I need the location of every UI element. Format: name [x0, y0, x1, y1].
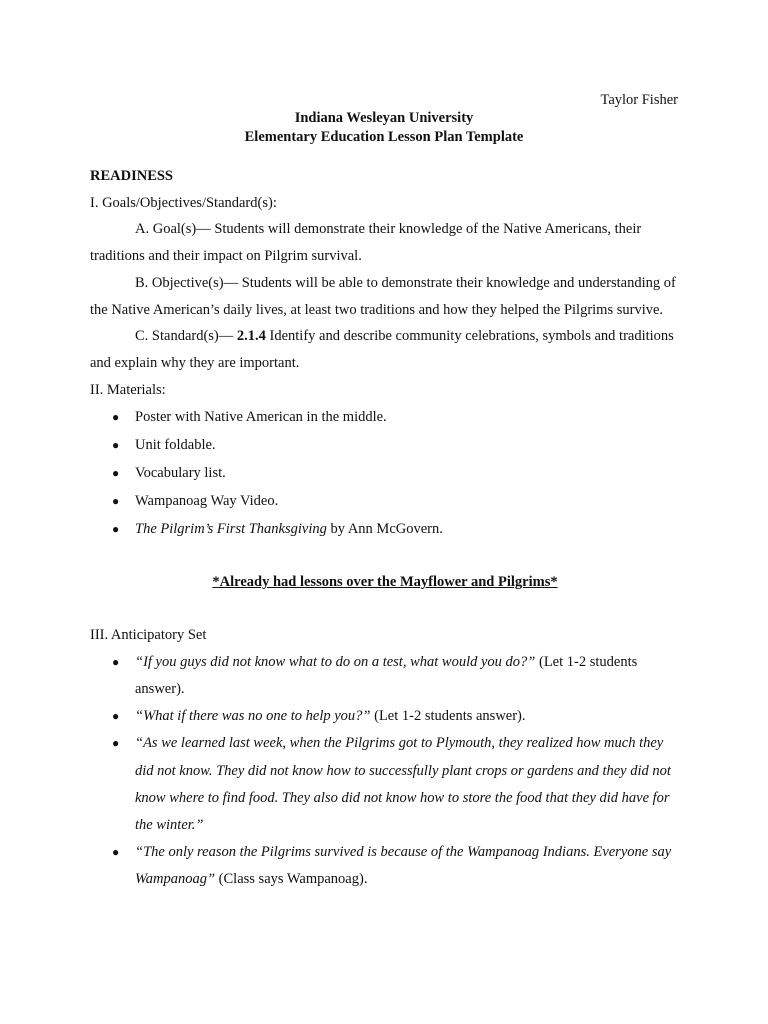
standard-code: 2.1.4 — [236, 328, 266, 345]
materials-list — [90, 403, 680, 543]
goal-paragraph — [90, 216, 680, 269]
standard-text: Identify and describe community celebrations, symbols and traditions and explain why they are important. — [90, 328, 674, 371]
list-item: ● Vocabulary list. — [90, 459, 680, 487]
bullet-dot-icon: ● — [112, 410, 120, 425]
book-author: by Ann McGovern. — [326, 521, 443, 538]
prior-lessons-note: *Already had lessons over the Mayflower and Pilgrims* — [212, 574, 558, 591]
objective-text: Students will be able to demonstrate their knowledge and understanding of the Native American’s daily lives, at least two traditions and how they helped the Pilgrims survive. — [90, 274, 676, 318]
standard-paragraph — [90, 323, 680, 376]
list-item: ● “If you guys did not know what to do on a test, what would you do?” (Let 1-2 students answer). — [90, 649, 680, 703]
objective-label: B. Objective(s)— — [135, 274, 239, 291]
goals-heading: I. Goals/Objectives/Standard(s): — [90, 194, 277, 211]
bullet-dot-icon: ● — [112, 654, 120, 669]
template-title: Elementary Education Lesson Plan Template — [244, 129, 524, 145]
goal-label: A. Goal(s)— — [135, 221, 211, 238]
list-item: ● Poster with Native American in the middle. — [90, 403, 680, 431]
list-item: ● Unit foldable. — [90, 431, 680, 459]
list-item: ● “What if there was no one to help you?” (Let 1-2 students answer). — [90, 703, 680, 730]
standard-label: C. Standard(s)— — [135, 328, 237, 345]
document-body — [90, 163, 680, 894]
bullet-dot-icon: ● — [112, 736, 120, 751]
materials-heading: II. Materials: — [90, 381, 166, 398]
objective-paragraph — [90, 270, 680, 323]
bullet-dot-icon: ● — [112, 494, 120, 509]
bullet-dot-icon: ● — [112, 845, 120, 860]
list-item: ● “The only reason the Pilgrims survived is because of the Wampanoag Indians. Everyone say Wampanoag” (Class says Wampanoag). — [90, 839, 680, 893]
university-title: Indiana Wesleyan University — [294, 110, 474, 126]
bullet-dot-icon: ● — [112, 466, 120, 481]
goal-text: Students will demonstrate their knowledge of the Native Americans, their traditions and their impact on Pilgrim survival. — [90, 221, 642, 265]
section-heading-readiness: READINESS — [90, 168, 173, 184]
list-item — [90, 515, 680, 543]
bullet-dot-icon: ● — [112, 522, 120, 537]
author-name: Taylor Fisher — [600, 92, 678, 108]
book-title: The Pilgrim’s First Thanksgiving — [135, 521, 327, 538]
anticipatory-heading: III. Anticipatory Set — [90, 627, 207, 644]
bullet-dot-icon: ● — [112, 438, 120, 453]
bullet-dot-icon: ● — [112, 709, 120, 724]
anticipatory-list — [90, 649, 680, 894]
list-item: ● Wampanoag Way Video. — [90, 487, 680, 515]
list-item: ● “As we learned last week, when the Pilgrims got to Plymouth, they realized how much they did not know. They did not know how to successfully plant crops or gardens and they did not know where to find food. They also did not know how to store the food that they did have for the winter.” — [90, 730, 680, 839]
